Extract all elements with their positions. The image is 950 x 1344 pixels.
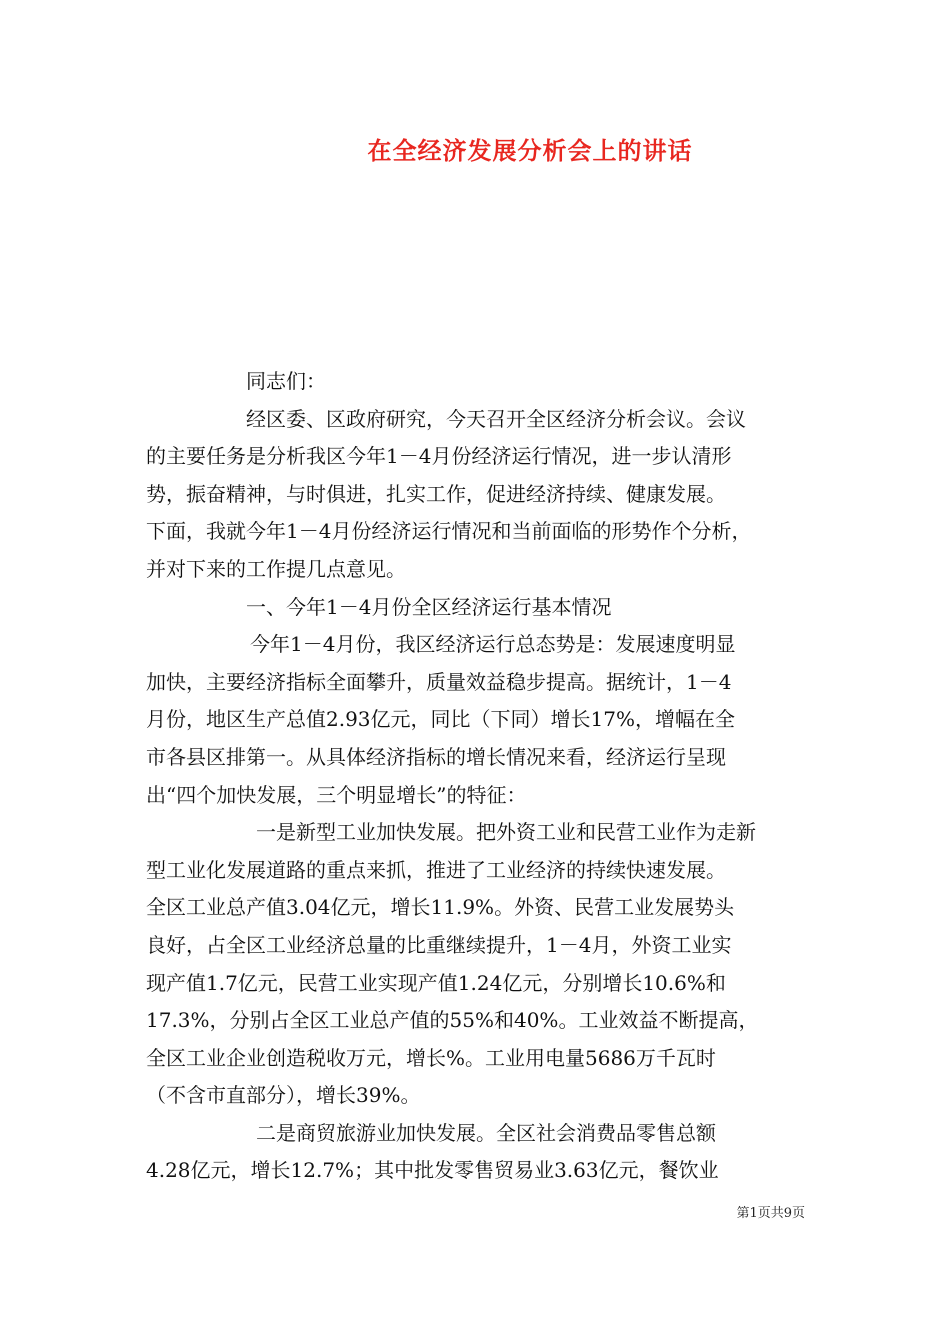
salutation-line: 同志们： — [246, 369, 326, 393]
paragraph-line: 型工业化发展道路的重点来抓，推进了工业经济的持续快速发展。 — [146, 857, 726, 882]
paragraph-line: 今年1－4月份，我区经济运行总态势是：发展速度明显 — [250, 632, 736, 657]
paragraph-line: （不含市直部分），增长39%。 — [146, 1083, 421, 1108]
paragraph-line: 4.28亿元，增长12.7%；其中批发零售贸易业3.63亿元，餐饮业 — [146, 1158, 719, 1183]
paragraph-line: 经区委、区政府研究，今天召开全区经济分析会议。会议 — [246, 406, 746, 431]
paragraph-line: 的主要任务是分析我区今年1－4月份经济运行情况，进一步认清形 — [146, 444, 732, 469]
paragraph-line: 现产值1.7亿元，民营工业实现产值1.24亿元，分别增长10.6%和 — [146, 970, 726, 995]
paragraph-line: 加快，主要经济指标全面攀升，质量效益稳步提高。据统计，1－4 — [146, 669, 732, 694]
paragraph-line: 市各县区排第一。从具体经济指标的增长情况来看，经济运行呈现 — [146, 744, 726, 769]
paragraph-line: 势，振奋精神，与时俱进，扎实工作，促进经济持续、健康发展。 — [146, 481, 726, 506]
document-body — [146, 363, 811, 1190]
paragraph-line: 月份，地区生产总值2.93亿元，同比（下同）增长17%，增幅在全 — [146, 707, 735, 732]
page-number: 第1页共9页 — [736, 1206, 805, 1221]
paragraph-line: 全区工业企业创造税收万元，增长%。工业用电量5686万千瓦时 — [146, 1045, 716, 1070]
section-heading: 一、今年1－4月份全区经济运行基本情况 — [246, 594, 612, 619]
paragraph-line: 全区工业总产值3.04亿元，增长11.9%。外资、民营工业发展势头 — [146, 895, 735, 920]
paragraph-line: 二是商贸旅游业加快发展。全区社会消费品零售总额 — [256, 1120, 716, 1145]
paragraph-line: 并对下来的工作提几点意见。 — [146, 556, 406, 581]
paragraph-line: 一是新型工业加快发展。把外资工业和民营工业作为走新 — [256, 820, 756, 845]
paragraph-line: 良好，占全区工业经济总量的比重继续提升，1－4月，外资工业实 — [146, 932, 732, 957]
paragraph-line: 17.3%，分别占全区工业总产值的55%和40%。工业效益不断提高， — [146, 1008, 759, 1033]
paragraph-line: 出“四个加快发展，三个明显增长”的特征： — [146, 782, 527, 807]
paragraph-line: 下面，我就今年1－4月份经济运行情况和当前面临的形势作个分析， — [146, 519, 752, 544]
document-title: 在全经济发展分析会上的讲话 — [367, 137, 693, 165]
